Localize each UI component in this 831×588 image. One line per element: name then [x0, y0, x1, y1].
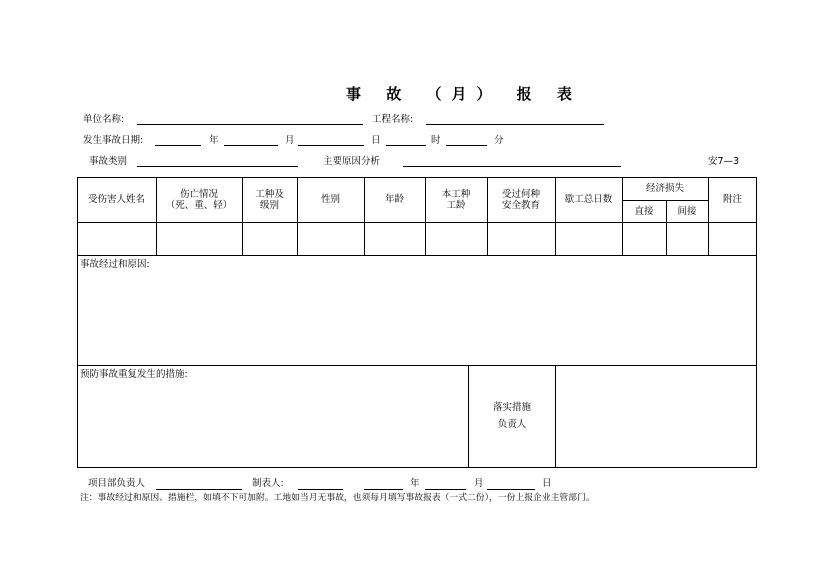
- gender-input[interactable]: [298, 223, 363, 254]
- header-age: 年龄: [384, 194, 404, 205]
- project-manager-field[interactable]: [156, 489, 242, 490]
- project-name-label: 工程名称:: [372, 114, 414, 125]
- project-name-field[interactable]: [426, 124, 604, 125]
- direct-loss-input[interactable]: [623, 223, 665, 254]
- prevention-measures-textarea[interactable]: [78, 382, 467, 467]
- indirect-loss-input[interactable]: [667, 223, 707, 254]
- header-victim-name: 受伤害人姓名: [87, 194, 145, 205]
- header-seniority: 本工种 工龄: [441, 188, 471, 211]
- unit-name-field[interactable]: [137, 124, 363, 125]
- injury-status-input[interactable]: [157, 223, 241, 254]
- header-lost-days: 歇工总日数: [564, 194, 613, 205]
- project-manager-label: 项目部负责人: [88, 478, 146, 489]
- header-note: 附注: [722, 194, 742, 205]
- note-input[interactable]: [709, 223, 756, 254]
- minute-label: 分: [494, 135, 504, 146]
- footer-day-field[interactable]: [487, 489, 535, 490]
- implementation-responsible-label: 落实措施 负责人: [492, 402, 531, 430]
- footer-day-label: 日: [542, 478, 552, 489]
- date-month-field[interactable]: [224, 145, 278, 146]
- header-gender: 性别: [320, 194, 340, 205]
- header-injury-status: 伤亡情况 （死、重、轻）: [165, 188, 233, 211]
- date-minute-field[interactable]: [446, 145, 487, 146]
- year-label: 年: [209, 135, 219, 146]
- footer-year-label: 年: [410, 478, 420, 489]
- date-day-field[interactable]: [298, 145, 364, 146]
- footer-month-label: 月: [474, 478, 484, 489]
- accident-date-label: 发生事故日期:: [83, 135, 144, 146]
- month-label: 月: [285, 135, 295, 146]
- day-label: 日: [371, 135, 381, 146]
- unit-name-label: 单位名称:: [83, 114, 125, 125]
- footer-year-field[interactable]: [364, 489, 403, 490]
- header-indirect-loss: 间接: [677, 205, 697, 217]
- main-cause-label: 主要原因分析: [323, 156, 381, 167]
- seniority-input[interactable]: [426, 223, 486, 254]
- report-title: 事 故 （月） 报 表: [346, 85, 582, 103]
- prevention-measures-label: 预防事故重复发生的措施:: [80, 369, 188, 380]
- preparer-field[interactable]: [298, 489, 343, 490]
- accident-category-field[interactable]: [137, 166, 298, 167]
- victim-name-input[interactable]: [78, 223, 155, 254]
- footer-month-field[interactable]: [425, 489, 466, 490]
- header-trade-grade: 工种及 级别: [255, 188, 284, 211]
- date-year-field[interactable]: [155, 145, 201, 146]
- header-direct-loss: 直接: [634, 205, 654, 217]
- accident-category-label: 事故类别: [89, 156, 128, 167]
- date-hour-field[interactable]: [386, 145, 426, 146]
- trade-grade-input[interactable]: [243, 223, 296, 254]
- main-cause-field[interactable]: [403, 166, 621, 167]
- hour-label: 时: [431, 135, 441, 146]
- lost-days-input[interactable]: [556, 223, 621, 254]
- form-number: 安7—3: [708, 156, 740, 167]
- header-economic-loss: 经济损失: [645, 183, 684, 194]
- process-and-cause-textarea[interactable]: [78, 272, 756, 364]
- header-safety-training: 受过何种 安全教育: [501, 188, 540, 211]
- safety-training-input[interactable]: [488, 223, 554, 254]
- data-row-bottom-line: [77, 255, 757, 256]
- implementation-responsible-input[interactable]: [556, 366, 756, 467]
- age-input[interactable]: [365, 223, 424, 254]
- process-and-cause-label: 事故经过和原因:: [80, 259, 150, 270]
- footer-note: 注：事故经过和原因、措施栏，如填不下可加附。工地如当月无事故，也须每月填写事故报表（一式二份），一份上报企业主管部门。: [80, 493, 595, 503]
- preparer-label: 制表人:: [252, 478, 284, 489]
